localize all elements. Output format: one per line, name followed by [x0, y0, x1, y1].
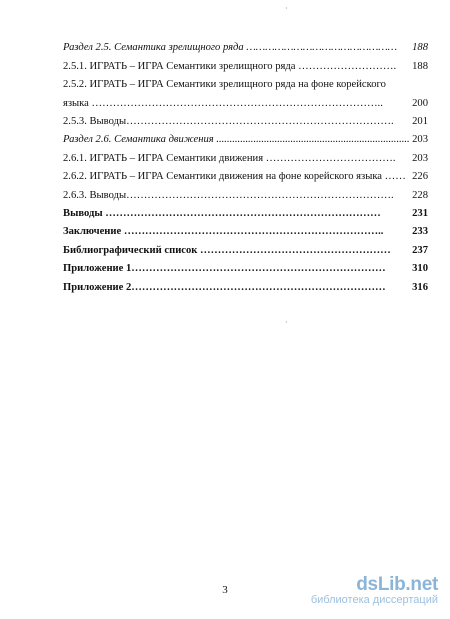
- toc-entry-text: 2.5.2. ИГРАТЬ – ИГРА Семантики зрелищного ряда на фоне корейского: [63, 79, 386, 90]
- toc-entry-text: 2.5.3. Выводы………………………………………………………………….: [63, 116, 394, 127]
- toc-entry-text: 2.6.3. Выводы………………………………………………………………….: [63, 190, 394, 201]
- toc-entry-text: Приложение 2………………………………………………………………: [63, 282, 386, 293]
- watermark-logo: dsLib.net: [356, 574, 438, 595]
- toc-entry-page: 203: [412, 134, 428, 145]
- scan-speck-top: ·: [285, 4, 288, 13]
- watermark: [311, 574, 438, 606]
- toc-entry-page: 237: [412, 245, 428, 256]
- toc-entry-page: 228: [412, 190, 428, 201]
- scan-speck-middle: ·: [285, 318, 288, 327]
- toc-entry-text: Заключение ………………………………………………………………..: [63, 226, 384, 237]
- toc-entry-text: Приложение 1………………………………………………………………: [63, 263, 386, 274]
- toc-entry-page: 316: [412, 282, 428, 293]
- toc-entry-text: Раздел 2.5. Семантика зрелищного ряда …………………………………………: [63, 42, 398, 53]
- toc-entry-text: Выводы ……………………………………………………………………: [63, 208, 381, 219]
- toc-entry-page: 188: [412, 61, 428, 72]
- toc-entry-text: 2.6.1. ИГРАТЬ – ИГРА Семантики движения ……………………………….: [63, 153, 396, 164]
- toc-entry-text: Библиографический список ………………………………………………: [63, 245, 391, 256]
- toc-entry-page: 226: [412, 171, 428, 182]
- toc-entry-text: 2.6.2. ИГРАТЬ – ИГРА Семантики движения на фоне корейского языка ……: [63, 171, 406, 182]
- toc-entry-page: 200: [412, 98, 428, 109]
- toc-entry-text: Раздел 2.6. Семантика движения .........................................................................: [63, 134, 410, 145]
- page-number: 3: [222, 584, 228, 596]
- toc-entry-page: 233: [412, 226, 428, 237]
- toc-entry-page: 188: [412, 42, 428, 53]
- toc-entry-page: 310: [412, 263, 428, 274]
- toc-entry-page: 231: [412, 208, 428, 219]
- toc-entry-page: 201: [412, 116, 428, 127]
- toc-entry-page: 203: [412, 153, 428, 164]
- toc-entry-text: 2.5.1. ИГРАТЬ – ИГРА Семантики зрелищного ряда ……………………….: [63, 61, 397, 72]
- watermark-subtitle: библиотека диссертаций: [310, 594, 438, 606]
- toc-entry-text: языка ………………………………………………………………………..: [63, 98, 383, 109]
